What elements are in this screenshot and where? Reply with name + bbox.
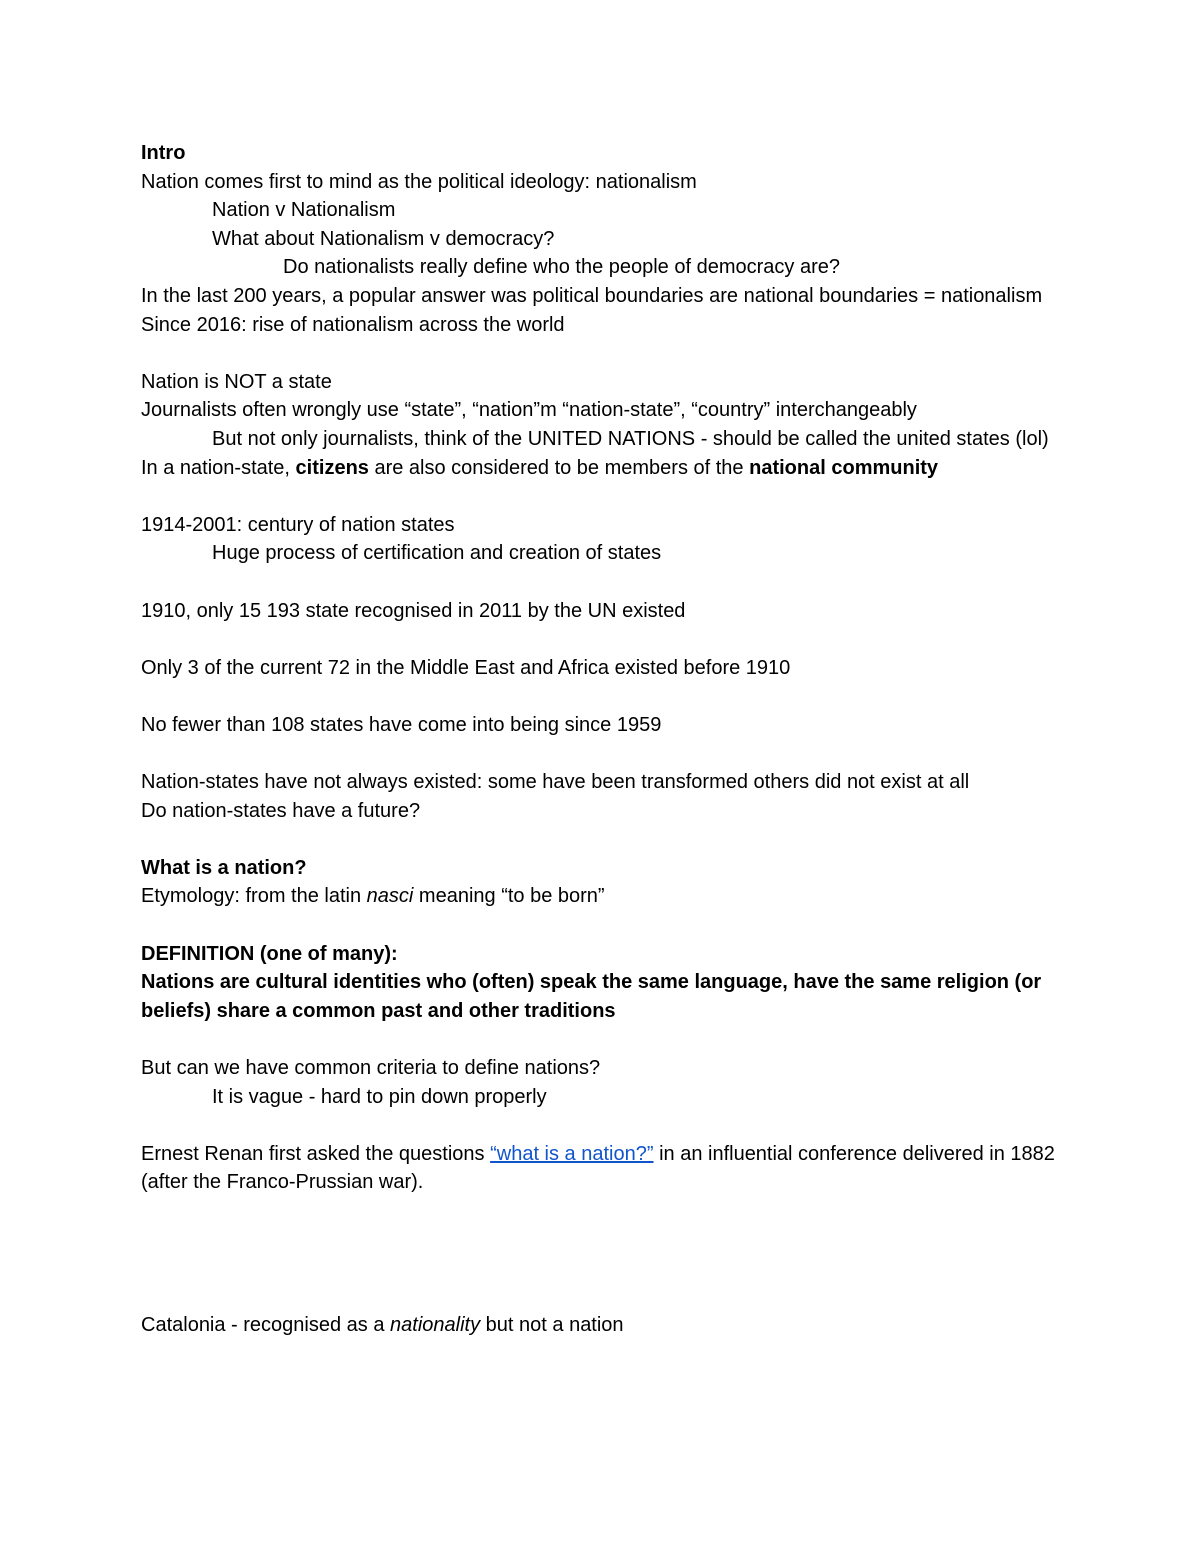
state-line-2: Journalists often wrongly use “state”, “nation”m “nation-state”, “country” interchangeably — [141, 399, 917, 422]
nationality-term: nationality — [390, 1313, 481, 1336]
spacer — [141, 1111, 1061, 1140]
century-line-5: No fewer than 108 states have come into being since 1959 — [141, 713, 662, 736]
spacer — [141, 911, 1061, 940]
spacer — [141, 682, 1061, 711]
etymology-line — [141, 882, 1061, 911]
spacer — [141, 482, 1061, 511]
national-community-term: national community — [749, 456, 939, 479]
intro-line-6: Since 2016: rise of nationalism across the world — [141, 313, 565, 336]
century-line-2: Huge process of certification and creation of states — [212, 542, 662, 565]
what-heading: What is a nation? — [141, 856, 307, 879]
spacer — [141, 625, 1061, 654]
spacer — [141, 1197, 1061, 1311]
state-line-4-mid: are also considered to be members of the — [368, 456, 750, 479]
document-body — [141, 139, 1061, 1340]
etymology-text: Etymology: from the latin — [141, 885, 367, 908]
intro-line-1: Nation comes first to mind as the political ideology: nationalism — [141, 170, 697, 193]
spacer — [141, 339, 1061, 368]
century-line-4: Only 3 of the current 72 in the Middle East and Africa existed before 1910 — [141, 656, 791, 679]
catalonia-text-end: but not a nation — [480, 1313, 624, 1336]
what-is-a-nation-link[interactable]: “what is a nation?” — [490, 1142, 654, 1165]
catalonia-text: Catalonia - recognised as a — [141, 1313, 391, 1336]
state-line-4-text: In a nation-state, — [141, 456, 296, 479]
intro-line-2: Nation v Nationalism — [212, 199, 396, 222]
century-line-1: 1914-2001: century of nation states — [141, 513, 455, 536]
intro-line-4: Do nationalists really define who the people of democracy are? — [283, 256, 840, 279]
state-line-1: Nation is NOT a state — [141, 370, 332, 393]
spacer — [141, 825, 1061, 854]
state-line-3: But not only journalists, think of the UNITED NATIONS - should be called the united states (lol) — [212, 427, 1049, 450]
spacer — [141, 739, 1061, 768]
intro-line-5: In the last 200 years, a popular answer was political boundaries are national boundaries = nationalism — [141, 284, 1043, 307]
renan-text: Ernest Renan first asked the questions — [141, 1142, 491, 1165]
definition-text: Nations are cultural identities who (often) speak the same language, have the same religion (or beliefs) share a common past and other traditions — [141, 971, 1042, 1022]
state-line-4 — [141, 454, 1061, 483]
renan-text-end: in an influential conference delivered in 1882 (after the Franco-Prussian war). — [141, 1142, 1055, 1194]
criteria-line-1: But can we have common criteria to define nations? — [141, 1057, 601, 1079]
etymology-text-end: meaning “to be born” — [413, 885, 605, 908]
catalonia-line — [141, 1311, 1061, 1340]
century-line-7: Do nation-states have a future? — [141, 799, 421, 822]
intro-heading: Intro — [141, 142, 186, 164]
nasci-term: nasci — [366, 885, 414, 908]
century-line-3: 1910, only 15 193 state recognised in 2011 by the UN existed — [141, 599, 686, 622]
intro-line-3: What about Nationalism v democracy? — [212, 227, 555, 250]
spacer — [141, 568, 1061, 597]
citizens-term: citizens — [295, 456, 369, 479]
renan-paragraph — [141, 1140, 1061, 1197]
spacer — [141, 1025, 1061, 1054]
criteria-line-2: It is vague - hard to pin down properly — [212, 1085, 547, 1108]
century-line-6: Nation-states have not always existed: some have been transformed others did not exist at all — [141, 771, 970, 794]
definition-heading: DEFINITION (one of many): — [141, 942, 398, 965]
